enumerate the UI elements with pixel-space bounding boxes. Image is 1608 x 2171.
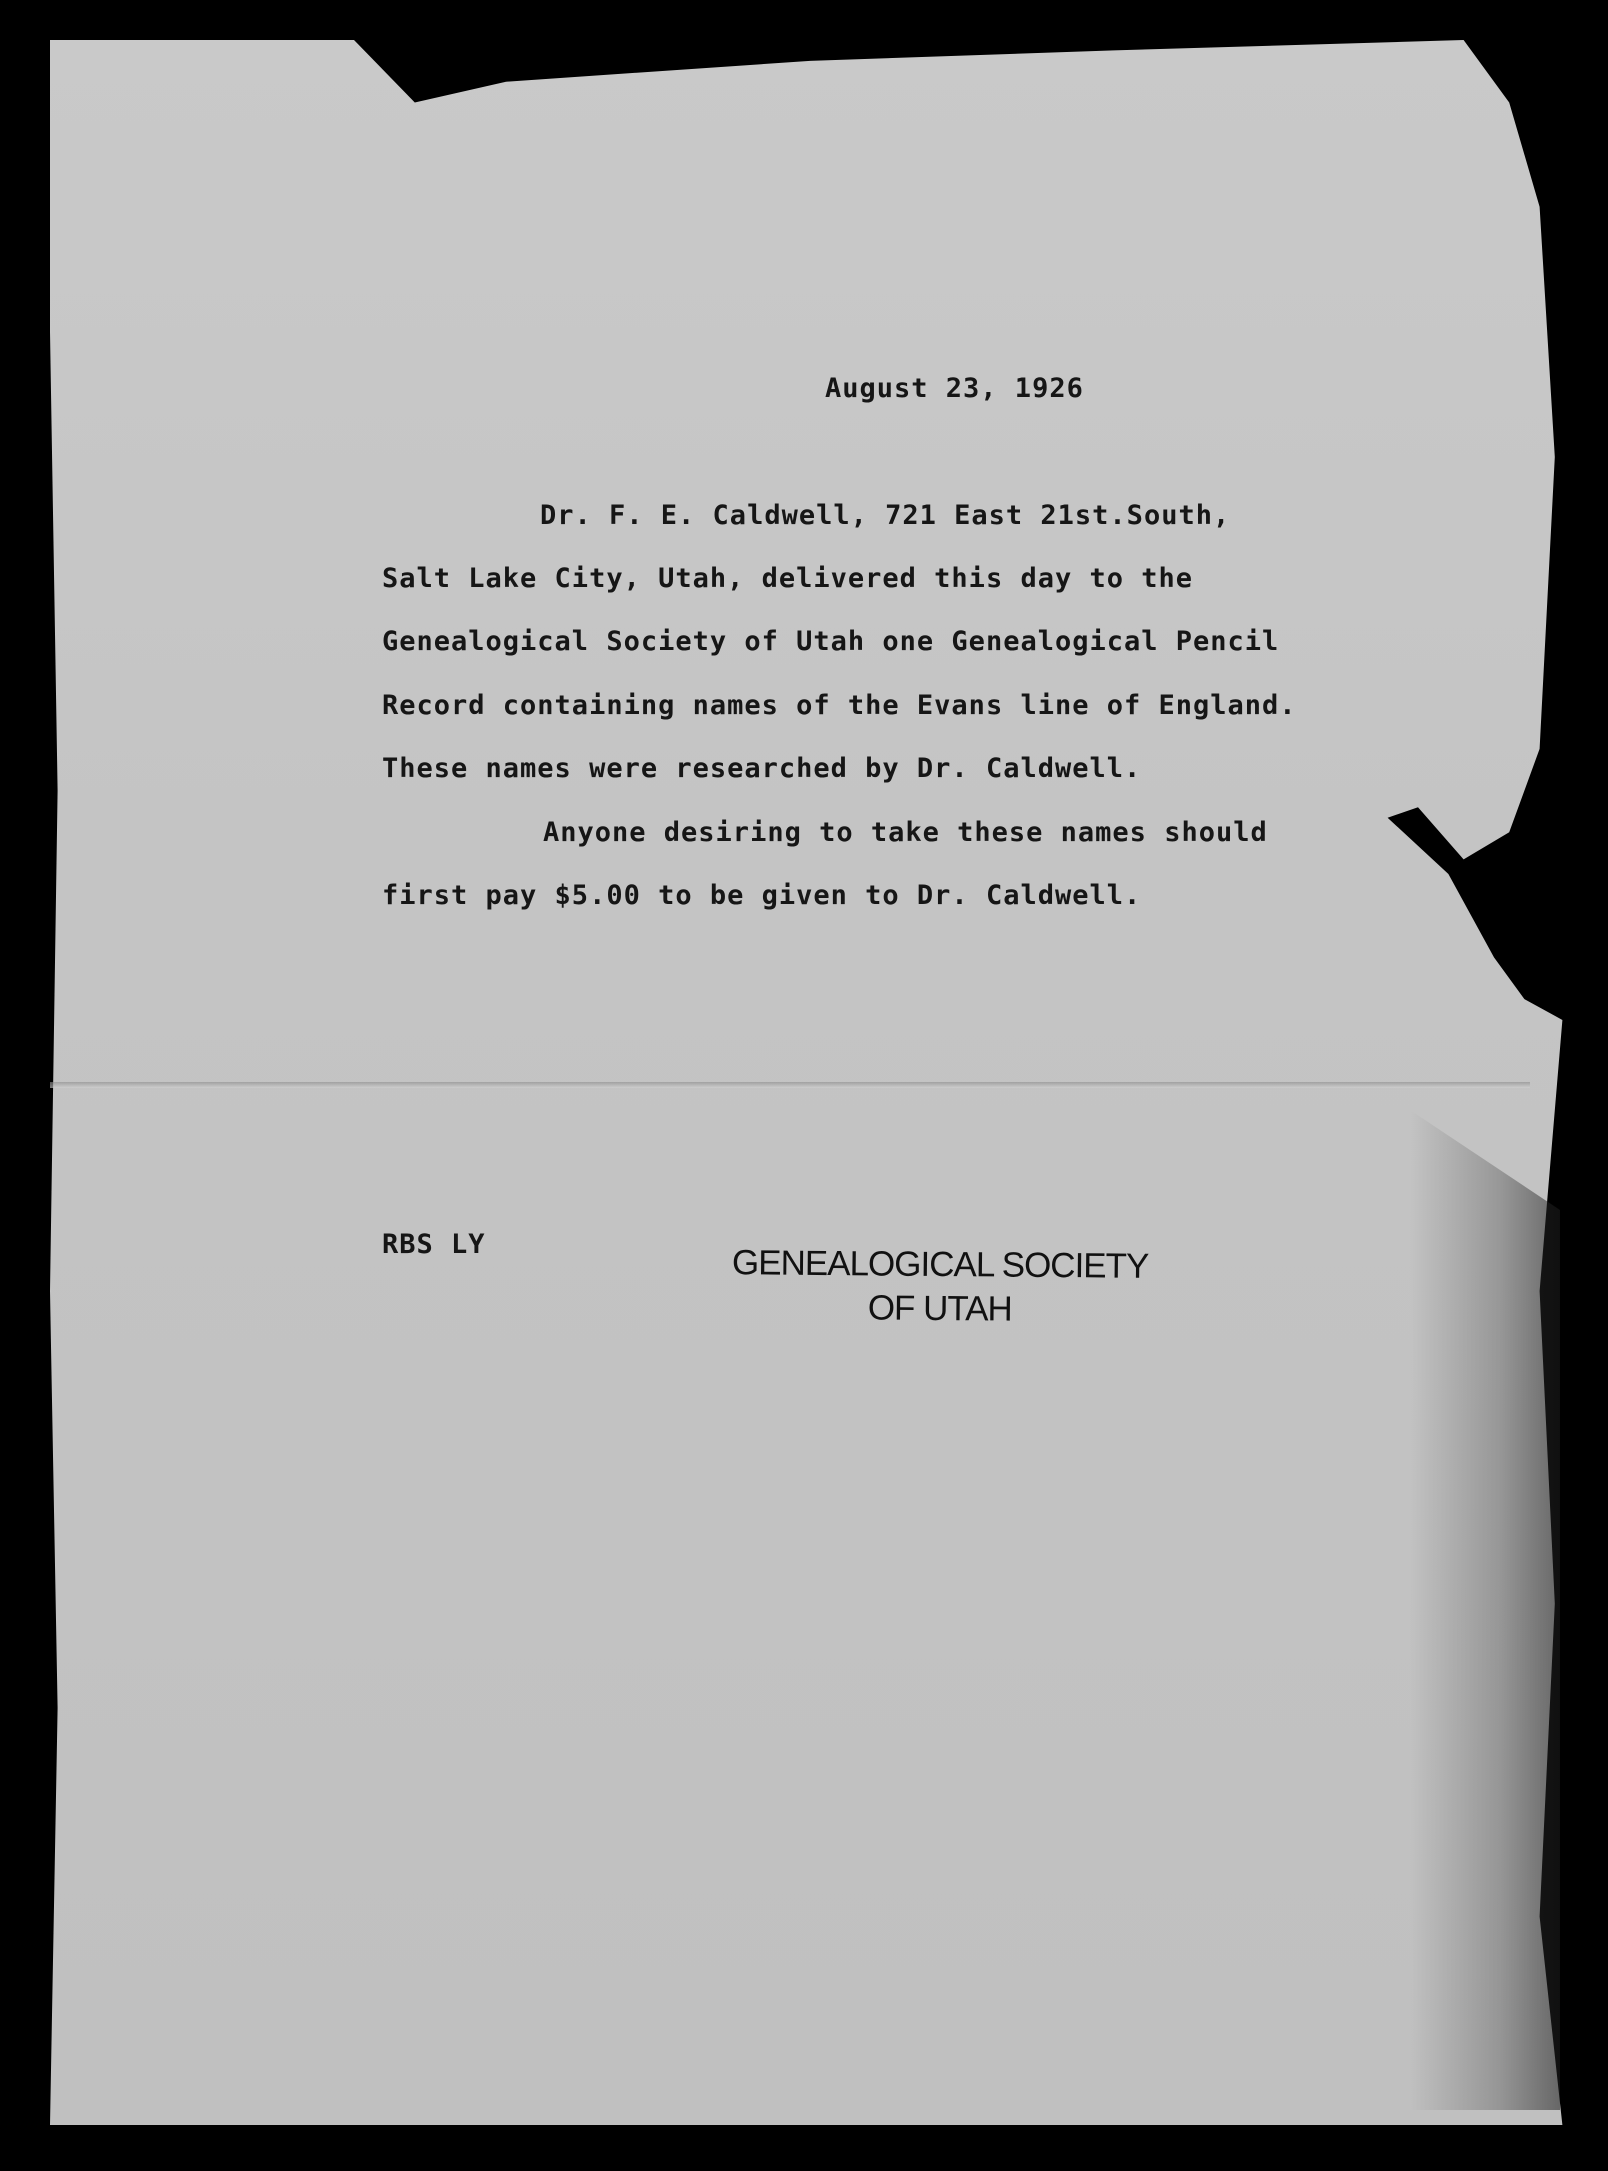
body-line: Salt Lake City, Utah, delivered this day to the: [382, 563, 1194, 594]
typist-initials: RBS LY: [382, 1229, 486, 1260]
body-line: Genealogical Society of Utah one Genealogical Pencil: [382, 626, 1280, 657]
paper-curl-shadow: [1410, 1110, 1560, 2110]
body-line: These names were researched by Dr. Caldwell.: [382, 753, 1142, 784]
stamp-line: GENEALOGICAL SOCIETY: [731, 1243, 1149, 1286]
fold-crease: [50, 1082, 1530, 1088]
body-line: Anyone desiring to take these names should: [543, 817, 1268, 848]
body-line: first pay $5.00 to be given to Dr. Caldwell.: [382, 880, 1142, 911]
letter-date: August 23, 1926: [825, 373, 1084, 404]
society-stamp: [720, 1241, 1161, 1333]
body-line: Dr. F. E. Caldwell, 721 East 21st.South,: [540, 500, 1231, 531]
body-line: Record containing names of the Evans line of England.: [382, 690, 1297, 721]
stamp-line: OF UTAH: [867, 1288, 1012, 1329]
